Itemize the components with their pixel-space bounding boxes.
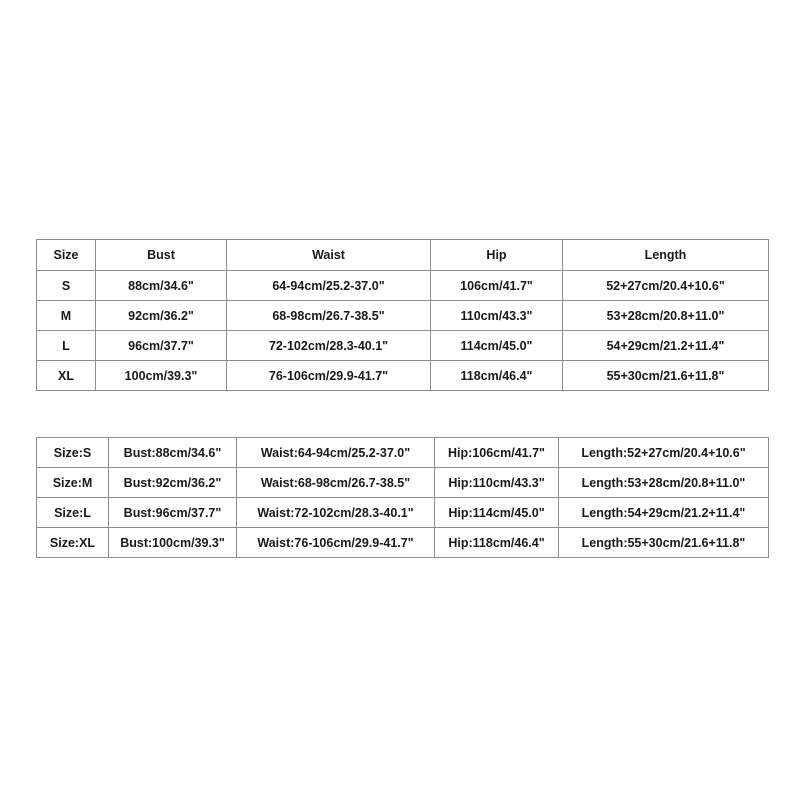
cell-size: L <box>37 331 96 361</box>
cell-length: 53+28cm/20.8+11.0" <box>563 301 769 331</box>
cell-size: XL <box>37 361 96 391</box>
size-list-table <box>36 437 769 558</box>
cell-size: Size:M <box>37 468 109 498</box>
table-row <box>37 438 769 468</box>
cell-size: M <box>37 301 96 331</box>
cell-bust: 100cm/39.3" <box>96 361 227 391</box>
cell-hip: Hip:110cm/43.3" <box>435 468 559 498</box>
cell-length: Length:54+29cm/21.2+11.4" <box>559 498 769 528</box>
header-bust: Bust <box>96 240 227 271</box>
table-header-row <box>37 240 769 271</box>
table-row <box>37 498 769 528</box>
header-size: Size <box>37 240 96 271</box>
table-row <box>37 301 769 331</box>
cell-waist: 64-94cm/25.2-37.0" <box>227 271 431 301</box>
cell-size: S <box>37 271 96 301</box>
cell-waist: 76-106cm/29.9-41.7" <box>227 361 431 391</box>
cell-size: Size:L <box>37 498 109 528</box>
table-row <box>37 271 769 301</box>
cell-hip: Hip:114cm/45.0" <box>435 498 559 528</box>
table-row <box>37 468 769 498</box>
header-length: Length <box>563 240 769 271</box>
cell-bust: 96cm/37.7" <box>96 331 227 361</box>
cell-bust: Bust:100cm/39.3" <box>109 528 237 558</box>
cell-size: Size:XL <box>37 528 109 558</box>
cell-length: 52+27cm/20.4+10.6" <box>563 271 769 301</box>
cell-length: 55+30cm/21.6+11.8" <box>563 361 769 391</box>
cell-bust: Bust:96cm/37.7" <box>109 498 237 528</box>
cell-length: Length:53+28cm/20.8+11.0" <box>559 468 769 498</box>
cell-length: Length:55+30cm/21.6+11.8" <box>559 528 769 558</box>
cell-waist: Waist:68-98cm/26.7-38.5" <box>237 468 435 498</box>
header-waist: Waist <box>227 240 431 271</box>
cell-waist: Waist:72-102cm/28.3-40.1" <box>237 498 435 528</box>
cell-bust: Bust:88cm/34.6" <box>109 438 237 468</box>
size-chart-table <box>36 239 769 391</box>
cell-hip: 118cm/46.4" <box>431 361 563 391</box>
cell-waist: Waist:76-106cm/29.9-41.7" <box>237 528 435 558</box>
header-hip: Hip <box>431 240 563 271</box>
cell-hip: 114cm/45.0" <box>431 331 563 361</box>
cell-hip: Hip:106cm/41.7" <box>435 438 559 468</box>
table-row <box>37 528 769 558</box>
cell-bust: 92cm/36.2" <box>96 301 227 331</box>
cell-length: 54+29cm/21.2+11.4" <box>563 331 769 361</box>
table-row <box>37 331 769 361</box>
cell-size: Size:S <box>37 438 109 468</box>
cell-waist: 72-102cm/28.3-40.1" <box>227 331 431 361</box>
cell-hip: Hip:118cm/46.4" <box>435 528 559 558</box>
table-row <box>37 361 769 391</box>
cell-bust: 88cm/34.6" <box>96 271 227 301</box>
cell-waist: Waist:64-94cm/25.2-37.0" <box>237 438 435 468</box>
cell-bust: Bust:92cm/36.2" <box>109 468 237 498</box>
cell-waist: 68-98cm/26.7-38.5" <box>227 301 431 331</box>
cell-hip: 106cm/41.7" <box>431 271 563 301</box>
cell-length: Length:52+27cm/20.4+10.6" <box>559 438 769 468</box>
cell-hip: 110cm/43.3" <box>431 301 563 331</box>
